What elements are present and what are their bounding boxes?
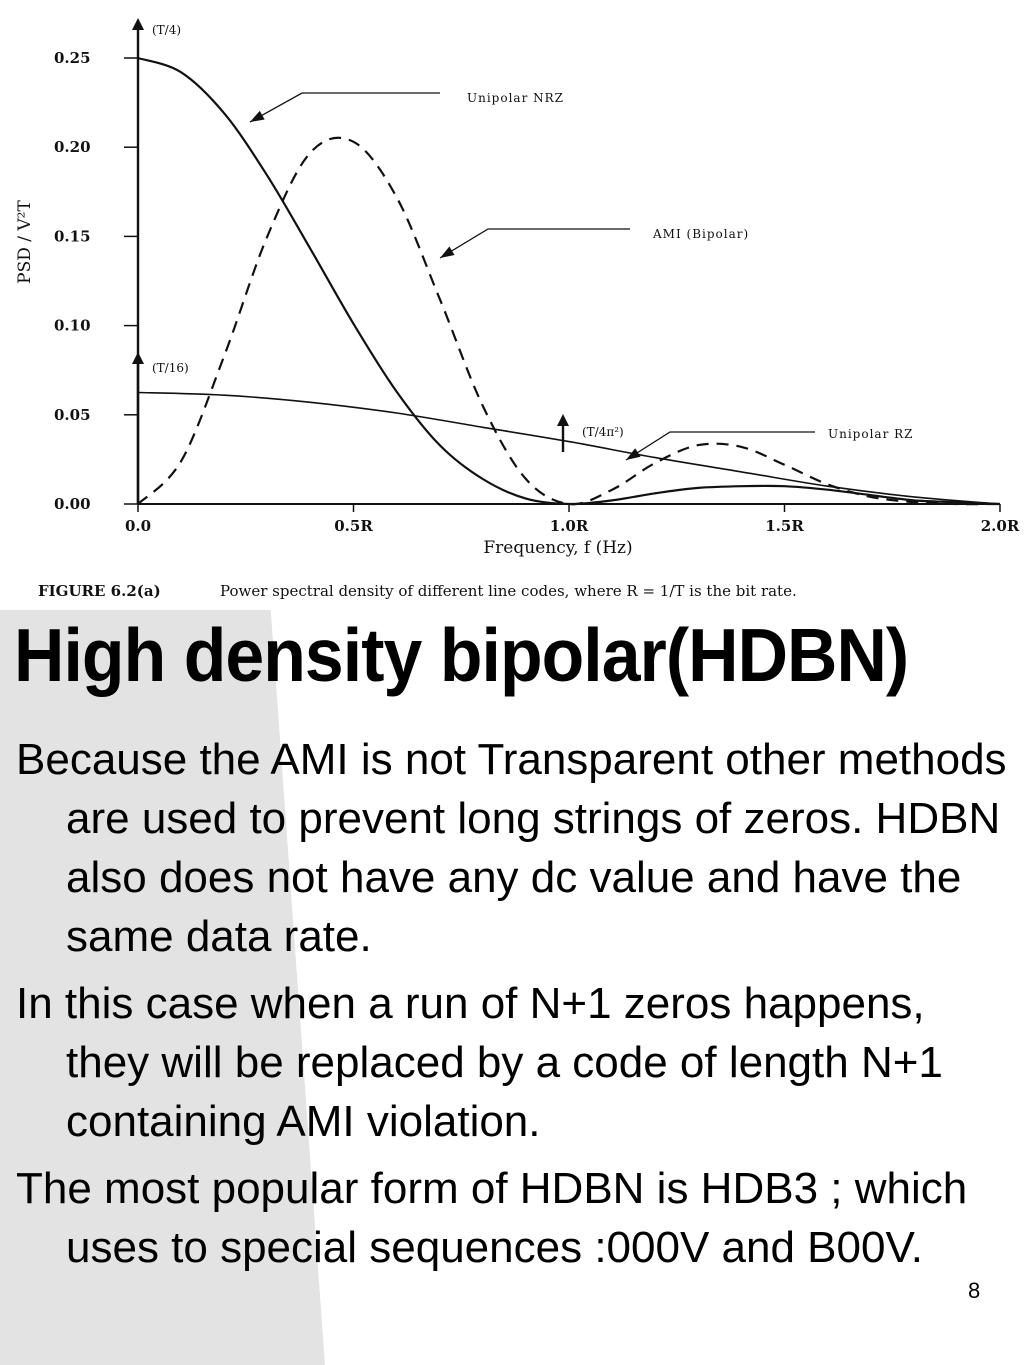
psd-figure [0, 0, 1024, 610]
series-label: AMI (Bipolar) [653, 227, 750, 241]
y-tick-label: 0.20 [54, 138, 91, 157]
y-tick-label: 0.25 [54, 49, 91, 67]
callout-leader [440, 229, 630, 258]
psd-chart [0, 0, 1024, 610]
y-tick-label: 0.05 [54, 405, 91, 424]
y-axis-label: PSD / V²T [15, 200, 35, 284]
x-tick-label: 0.5R [334, 517, 373, 535]
impulse-label: (T/4) [152, 23, 182, 37]
callout-leader [250, 93, 440, 122]
figure-caption-label: FIGURE 6.2(a) [38, 582, 161, 600]
y-tick-label: 0.15 [54, 227, 91, 246]
bullet-item: Because the AMI is not Transparent other methods are used to prevent long strings of zeros. HDBN also does not have any dc value and have the same data rate. [16, 735, 1007, 961]
series-label: Unipolar NRZ [467, 91, 565, 105]
impulse-arrowhead [557, 414, 569, 426]
y-tick-label: 0.10 [54, 316, 91, 335]
impulse-label: (T/4π²) [582, 425, 624, 439]
bullet-item: The most popular form of HDBN is HDB3 ; which uses to special sequences :000V and B00V. [16, 1164, 968, 1272]
series-line-unipolar-rz [138, 393, 1000, 505]
x-tick-label: 0.0 [124, 517, 152, 535]
callout-arrowhead [250, 111, 265, 122]
x-tick-label: 2.0R [980, 517, 1020, 535]
series-label: Unipolar RZ [828, 427, 914, 441]
series-line-ami-bipolar [138, 138, 1000, 504]
impulse-arrowhead [132, 18, 144, 30]
bullet-list [16, 730, 1016, 1285]
callout-arrowhead [440, 246, 455, 258]
x-tick-label: 1.5R [765, 517, 804, 535]
callout-leader [626, 432, 815, 460]
x-tick-label: 1.0R [549, 517, 589, 535]
bullet-item: In this case when a run of N+1 zeros happens, they will be replaced by a code of length N+1 containing AMI violation. [16, 979, 943, 1146]
figure-caption-text: Power spectral density of different line codes, where R = 1/T is the bit rate. [220, 582, 797, 600]
callout-arrowhead [626, 448, 640, 460]
chart-labels [15, 23, 1020, 600]
x-axis-label: Frequency, f (Hz) [483, 538, 633, 558]
slide-title: High density bipolar(HDBN) [14, 613, 909, 697]
impulse-arrowhead [132, 352, 144, 364]
y-tick-label: 0.00 [54, 495, 91, 513]
impulse-label: (T/16) [152, 361, 189, 375]
page-number: 8 [968, 1278, 981, 1303]
